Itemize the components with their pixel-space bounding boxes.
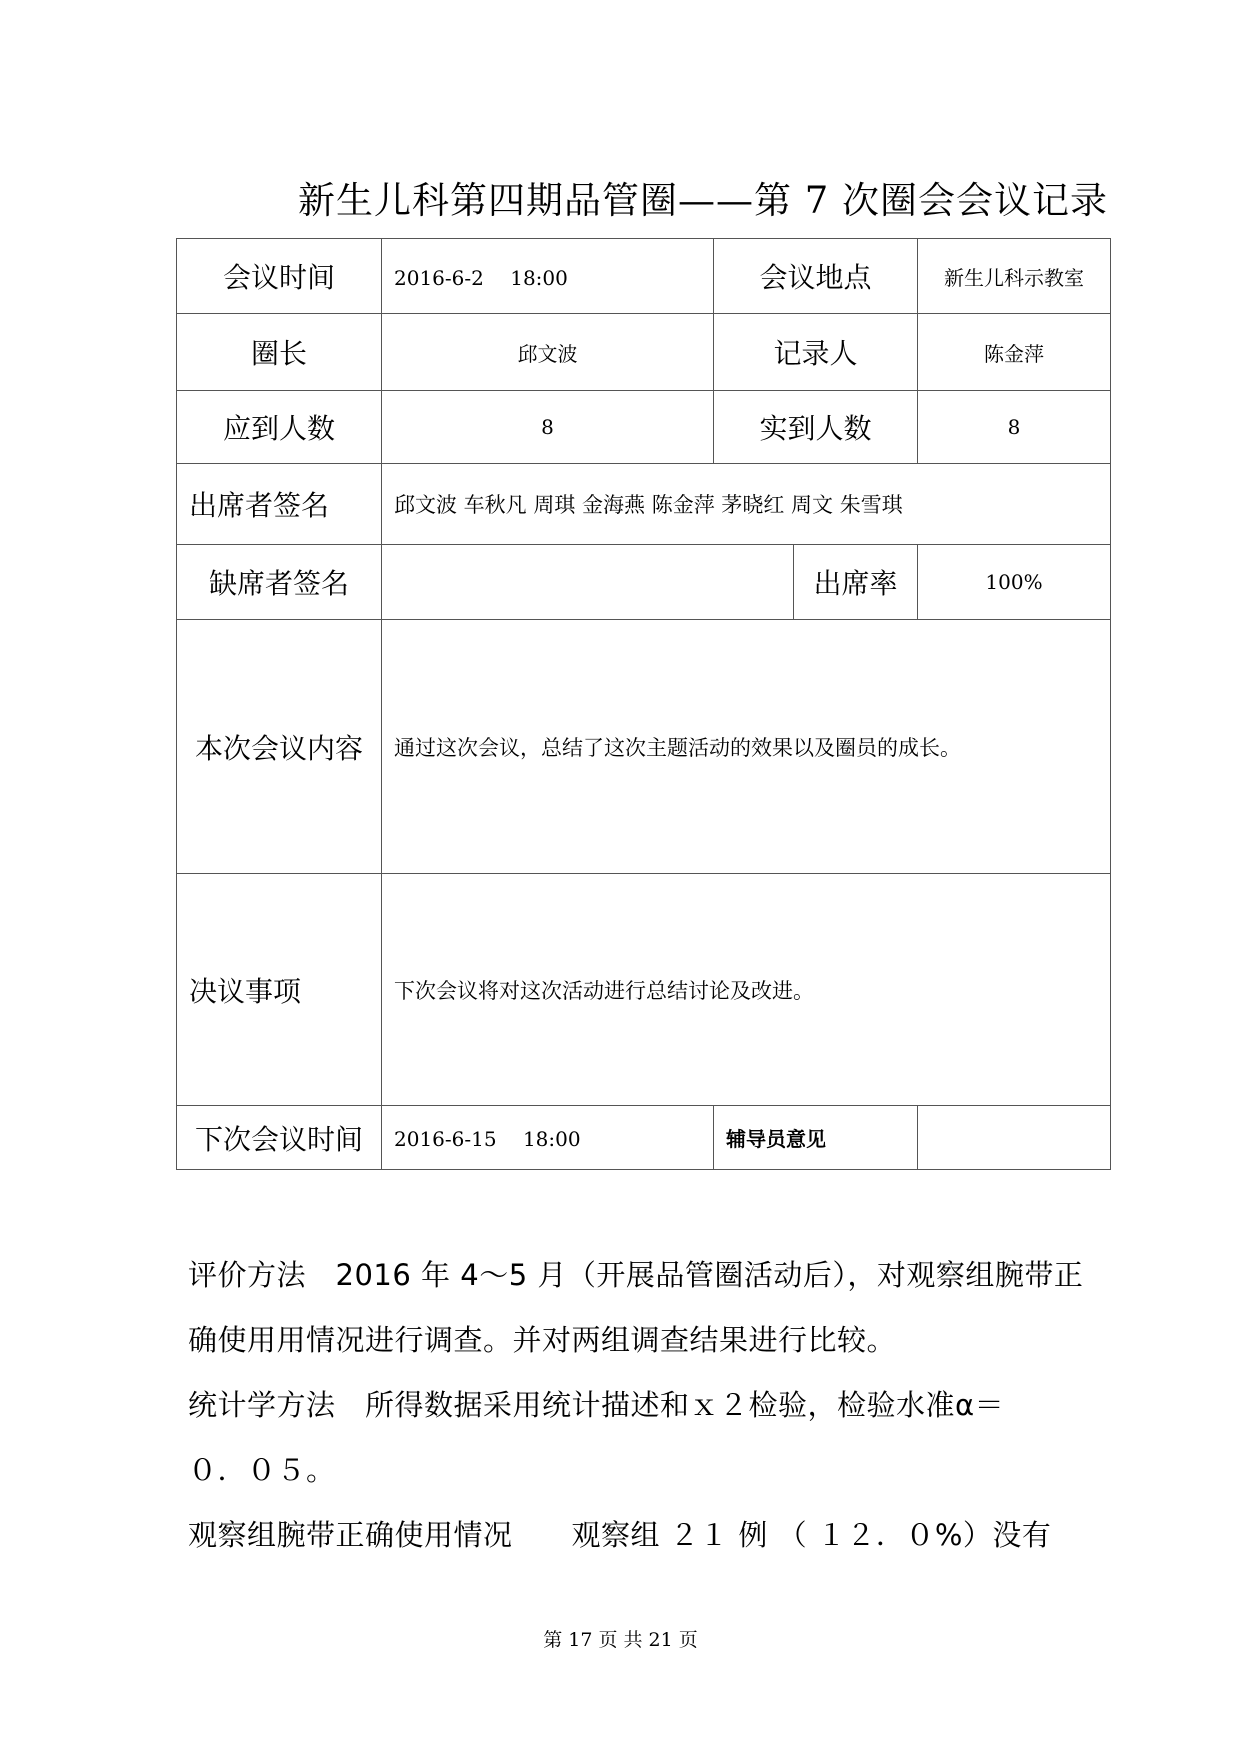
recorder-label: 记录人 bbox=[714, 314, 918, 391]
meeting-time-value: 2016-6-2 18:00 bbox=[382, 239, 714, 314]
next-meeting-time-value: 2016-6-15 18:00 bbox=[382, 1106, 714, 1170]
resolution-value: 下次会议将对这次活动进行总结讨论及改进。 bbox=[382, 874, 1111, 1106]
meeting-record-table bbox=[176, 238, 1111, 1170]
table-row bbox=[177, 239, 1111, 314]
absentees-label: 缺席者签名 bbox=[177, 545, 382, 620]
leader-value: 邱文波 bbox=[382, 314, 714, 391]
body-paragraph-line: 统计学方法 所得数据采用统计描述和ｘ２检验，检验水准α＝ bbox=[188, 1388, 1005, 1422]
attendance-rate-value: 100% bbox=[918, 545, 1111, 620]
meeting-content-value: 通过这次会议，总结了这次主题活动的效果以及圈员的成长。 bbox=[382, 620, 1111, 874]
expected-count-value: 8 bbox=[382, 391, 714, 464]
leader-label: 圈长 bbox=[177, 314, 382, 391]
expected-count-label: 应到人数 bbox=[177, 391, 382, 464]
body-paragraph-line: 观察组腕带正确使用情况 观察组 ２１ 例 （ １２．０%）没有 bbox=[188, 1518, 1052, 1552]
recorder-value: 陈金萍 bbox=[918, 314, 1111, 391]
body-paragraph-line: 确使用用情况进行调查。并对两组调查结果进行比较。 bbox=[188, 1323, 897, 1357]
table-row bbox=[177, 314, 1111, 391]
absentees-signatures bbox=[382, 545, 794, 620]
advisor-opinion-label: 辅导员意见 bbox=[714, 1106, 918, 1170]
table-row bbox=[177, 464, 1111, 545]
attendees-signatures: 邱文波 车秋凡 周琪 金海燕 陈金萍 茅晓红 周文 朱雪琪 bbox=[382, 464, 1111, 545]
table-row bbox=[177, 391, 1111, 464]
meeting-place-label: 会议地点 bbox=[714, 239, 918, 314]
table-row bbox=[177, 1106, 1111, 1170]
next-meeting-time-label: 下次会议时间 bbox=[177, 1106, 382, 1170]
body-paragraph-line: ０．０５。 bbox=[188, 1453, 336, 1487]
page-footer: 第 17 页 共 21 页 bbox=[543, 1629, 698, 1651]
resolution-label: 决议事项 bbox=[177, 874, 382, 1106]
page-title: 新生儿科第四期品管圈——第 7 次圈会会议记录 bbox=[298, 179, 1109, 222]
actual-count-value: 8 bbox=[918, 391, 1111, 464]
meeting-content-label: 本次会议内容 bbox=[177, 620, 382, 874]
advisor-opinion-value bbox=[918, 1106, 1111, 1170]
attendance-rate-label: 出席率 bbox=[794, 545, 918, 620]
attendees-label: 出席者签名 bbox=[177, 464, 382, 545]
actual-count-label: 实到人数 bbox=[714, 391, 918, 464]
table-row bbox=[177, 874, 1111, 1106]
body-paragraph-line: 评价方法 2016 年 4～5 月（开展品管圈活动后），对观察组腕带正 bbox=[188, 1258, 1084, 1292]
table-row bbox=[177, 545, 1111, 620]
table-row bbox=[177, 620, 1111, 874]
meeting-place-value: 新生儿科示教室 bbox=[918, 239, 1111, 314]
meeting-time-label: 会议时间 bbox=[177, 239, 382, 314]
